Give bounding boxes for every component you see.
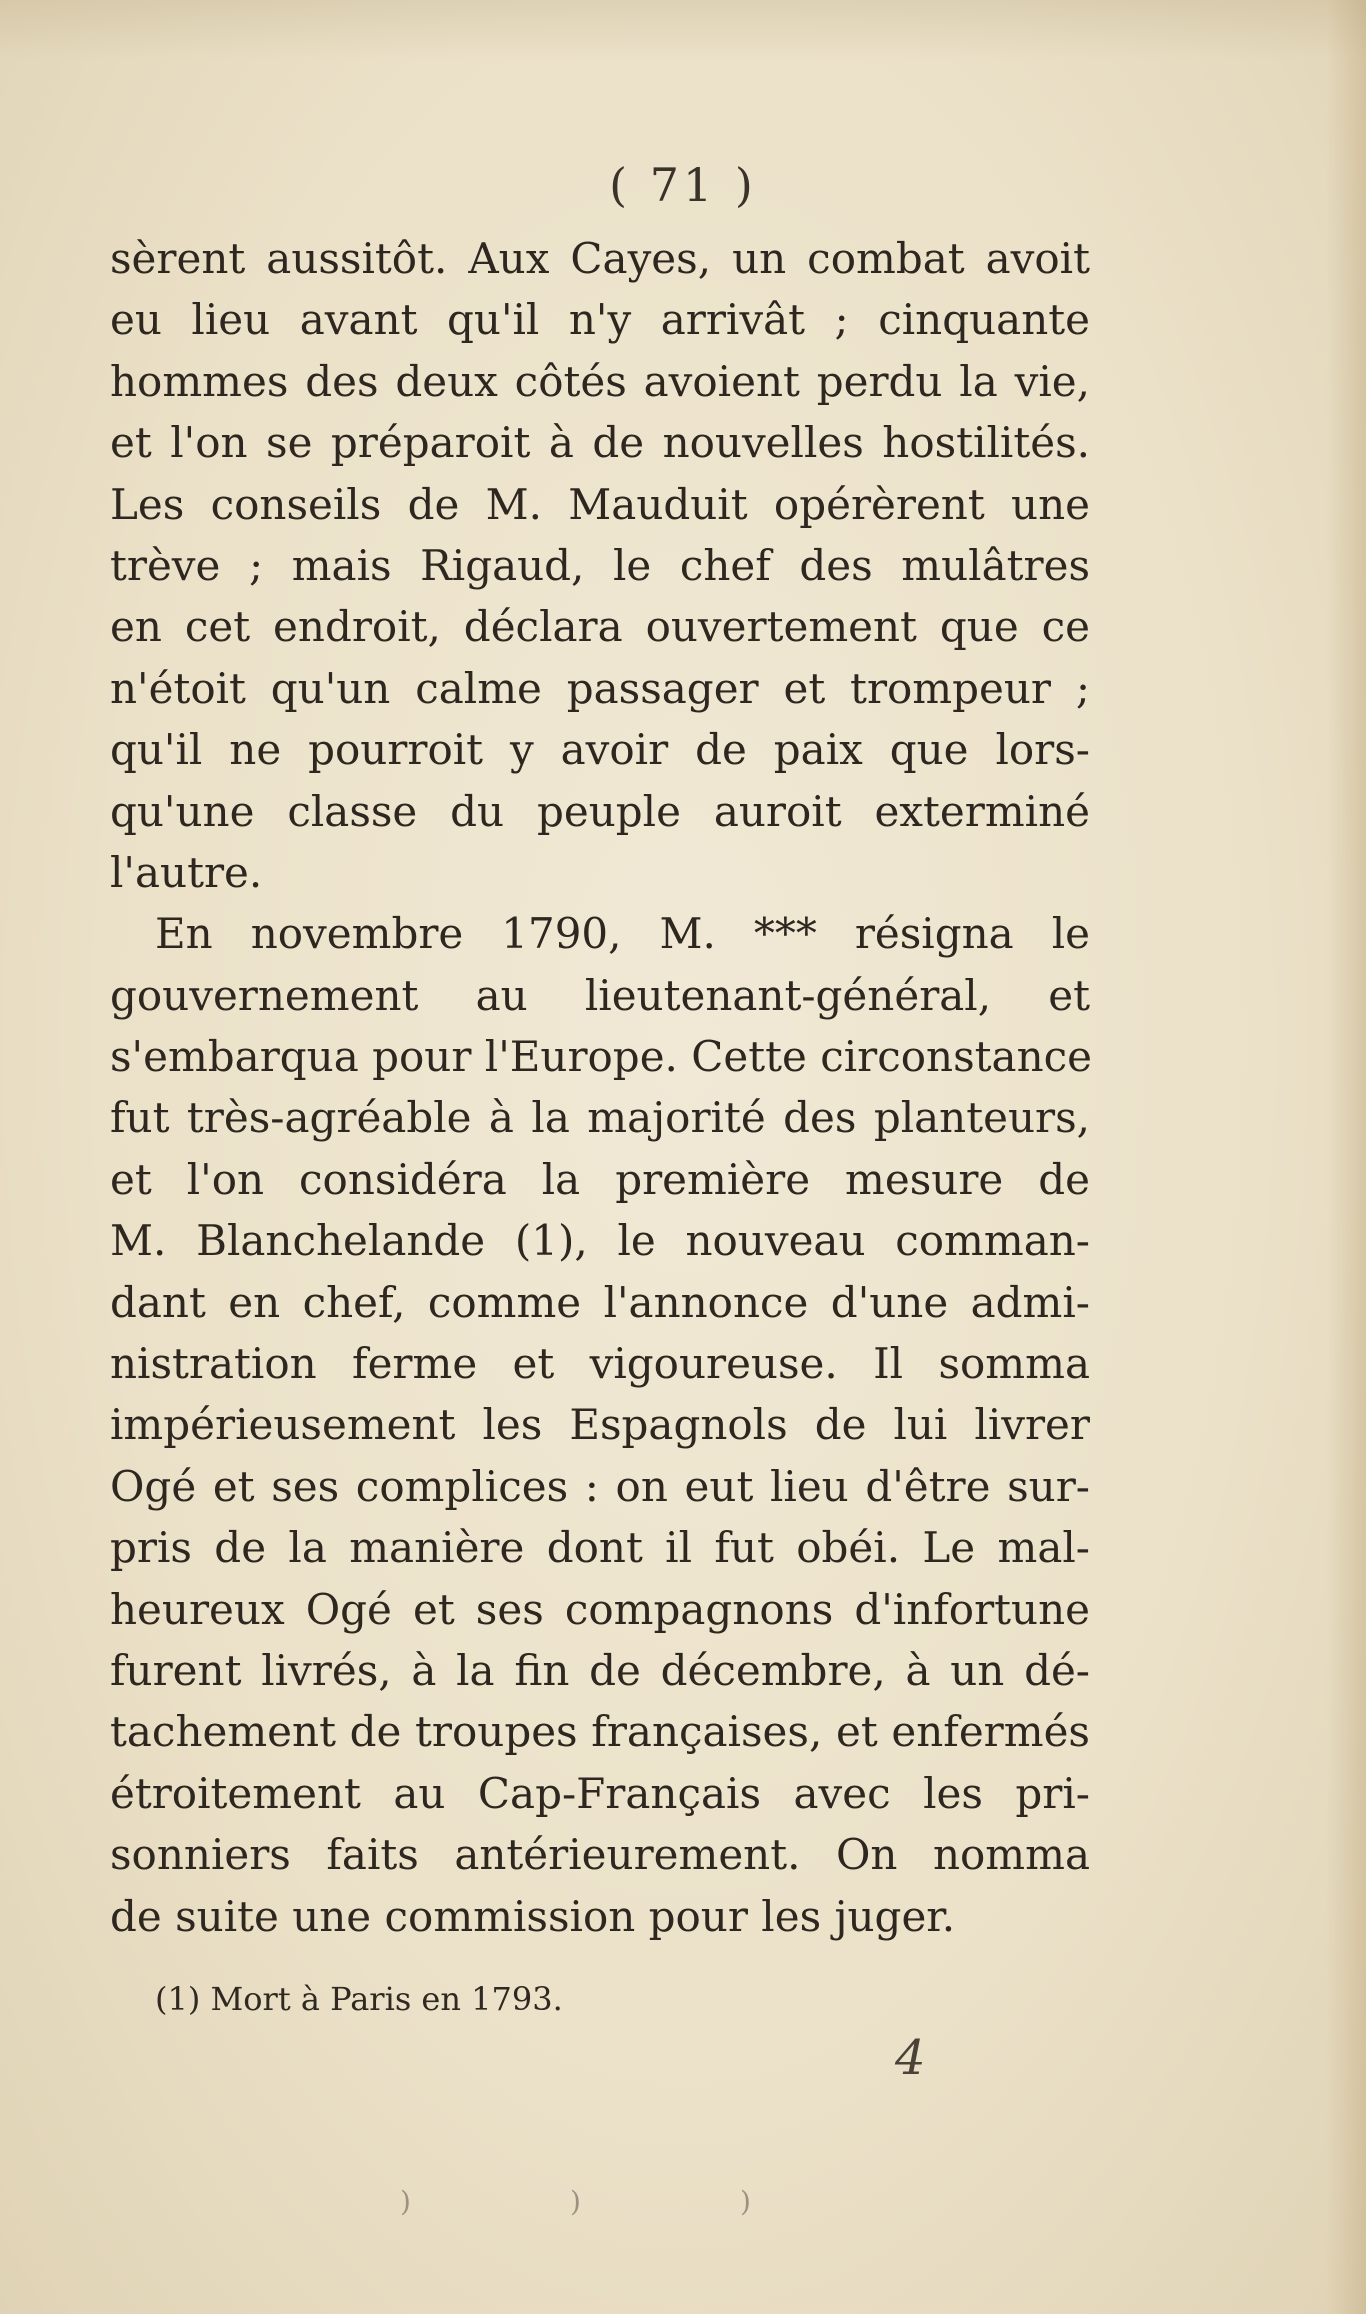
body-text	[110, 228, 1090, 1947]
text-line: heureux Ogé et ses compagnons d'infortune	[110, 1584, 1090, 1634]
text-line: n'étoit qu'un calme passager et trompeur ;	[110, 663, 1090, 713]
text-line: sèrent aussitôt. Aux Cayes, un combat avoit	[110, 234, 1090, 283]
text-line: dant en chef, comme l'annonce d'une admi-	[110, 1277, 1090, 1327]
text-line: pris de la manière dont il fut obéi. Le mal-	[110, 1523, 1090, 1573]
text-line: s'embarqua pour l'Europe. Cette circonstance	[110, 1032, 1092, 1082]
text-line: trève ; mais Rigaud, le chef des mulâtres	[110, 540, 1090, 590]
signature-mark: 4	[895, 2030, 926, 2086]
text-line: eu lieu avant qu'il n'y arrivât ; cinquante	[110, 295, 1090, 345]
text-line: de suite une commission pour les juger.	[110, 1891, 956, 1941]
text-line: fut très-agréable à la majorité des planteurs,	[110, 1093, 1090, 1143]
text-line: impérieusement les Espagnols de lui livrer	[110, 1400, 1090, 1450]
text-line: en cet endroit, déclara ouvertement que ce	[110, 602, 1090, 652]
text-line: et l'on se préparoit à de nouvelles hostilités.	[110, 418, 1090, 468]
text-line: Ogé et ses complices : on eut lieu d'être sur-	[110, 1461, 1090, 1511]
text-line: gouvernement au lieutenant-général, et	[110, 970, 1090, 1020]
page-stain-top	[0, 0, 1366, 60]
text-line: étroitement au Cap-Français avec les pri-	[110, 1768, 1090, 1818]
text-line: qu'il ne pourroit y avoir de paix que lors-	[110, 725, 1090, 775]
text-line: qu'une classe du peuple auroit exterminé	[110, 786, 1090, 836]
text-line: En novembre 1790, M. *** résigna le	[155, 909, 1090, 959]
footnote: (1) Mort à Paris en 1793.	[155, 1980, 563, 2018]
text-line: nistration ferme et vigoureuse. Il somma	[110, 1339, 1090, 1389]
page-stain-edge	[1326, 0, 1366, 2314]
page-number: ( 71 )	[609, 158, 757, 212]
text-line: Les conseils de M. Mauduit opérèrent une	[110, 479, 1090, 529]
text-line: hommes des deux côtés avoient perdu la vie,	[110, 356, 1090, 406]
text-line: furent livrés, à la fin de décembre, à un dé-	[110, 1645, 1090, 1695]
text-line: tachement de troupes françaises, et enfermés	[110, 1707, 1090, 1757]
text-line: et l'on considéra la première mesure de	[110, 1154, 1090, 1204]
text-line: l'autre.	[110, 847, 263, 897]
show-through-marks: ) ) )	[400, 2185, 751, 2218]
text-line: M. Blanchelande (1), le nouveau comman-	[110, 1216, 1090, 1266]
text-line: sonniers faits antérieurement. On nomma	[110, 1830, 1090, 1880]
